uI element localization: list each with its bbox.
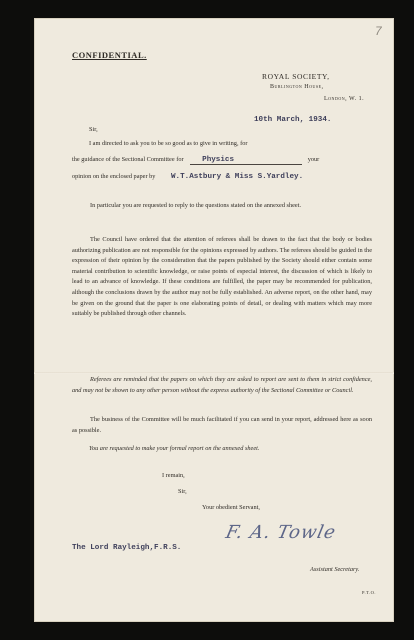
pencil-page-number: 7 xyxy=(375,24,382,38)
signatory-title: Assistant Secretary. xyxy=(310,566,360,573)
salutation: Sir, xyxy=(89,126,98,133)
request-paragraph: In particular you are requested to reply to the questions stated on the annexed sheet. xyxy=(90,202,302,209)
referees-paragraph: Referees are reminded that the papers on which they are asked to report are sent to them in strict confidence, and may not be shown to any other person without the express authority of the Sectional Committee or Council. xyxy=(72,376,372,394)
committee-field xyxy=(190,156,302,165)
intro-line-2-prefix: the guidance of the Sectional Committee for xyxy=(72,156,184,163)
address-line-2: London, W. 1. xyxy=(324,96,365,102)
letter-date: 10th March, 1934. xyxy=(254,116,332,124)
intro-line-1: I am directed to ask you to be so good as to give in writing, for xyxy=(89,140,248,147)
org-name: ROYAL SOCIETY, xyxy=(262,72,330,81)
address-line-1: Burlington House, xyxy=(270,84,324,90)
council-paragraph: The Council have ordered that the attention of referees shall be drawn to the fact that the body or bodies authorizing publication are not responsible for the opinions expressed by authors. The referees should be guided in the expression of their opinion by the consideration that the papers published by the Society should either contain some material contribution to scientific knowledge, or raise points of especial interest, the discussion of which is likely to lead to an advance of knowledge. If these conditions are fulfilled, the paper may be recommended for publication, although the conclusions drawn by the author may not be fully established. An adverse report, on the other hand, may be given on the ground that the paper is one elaborating points of detail, or dealing with matters which may more suitably be published through other channels. xyxy=(72,236,372,318)
authors-value: W.T.Astbury & Miss S.Yardley. xyxy=(171,173,304,181)
pto-note: P.T.O. xyxy=(362,590,377,595)
formal-report-note: You are requested to make your formal report on the annexed sheet. xyxy=(89,445,260,452)
intro-line-3-prefix: opinion on the enclosed paper by xyxy=(72,173,156,180)
signature: F. A. Towle xyxy=(223,522,339,543)
confidential-heading: CONFIDENTIAL. xyxy=(72,50,147,60)
intro-line-2 xyxy=(72,156,374,165)
business-paragraph: The business of the Committee will be much facilitated if you can send in your report, addressed here as soon as possible. xyxy=(72,416,372,434)
recipient: The Lord Rayleigh,F.R.S. xyxy=(72,544,182,552)
intro-line-2-suffix: your xyxy=(307,156,320,163)
intro-line-3 xyxy=(72,173,374,181)
paper-fold xyxy=(34,372,394,374)
closing-servant: Your obedient Servant, xyxy=(202,504,260,511)
closing-sir: Sir, xyxy=(178,488,187,495)
committee-value: Physics xyxy=(202,156,235,164)
letter-sheet xyxy=(34,18,394,622)
closing-remain: I remain, xyxy=(162,472,185,479)
